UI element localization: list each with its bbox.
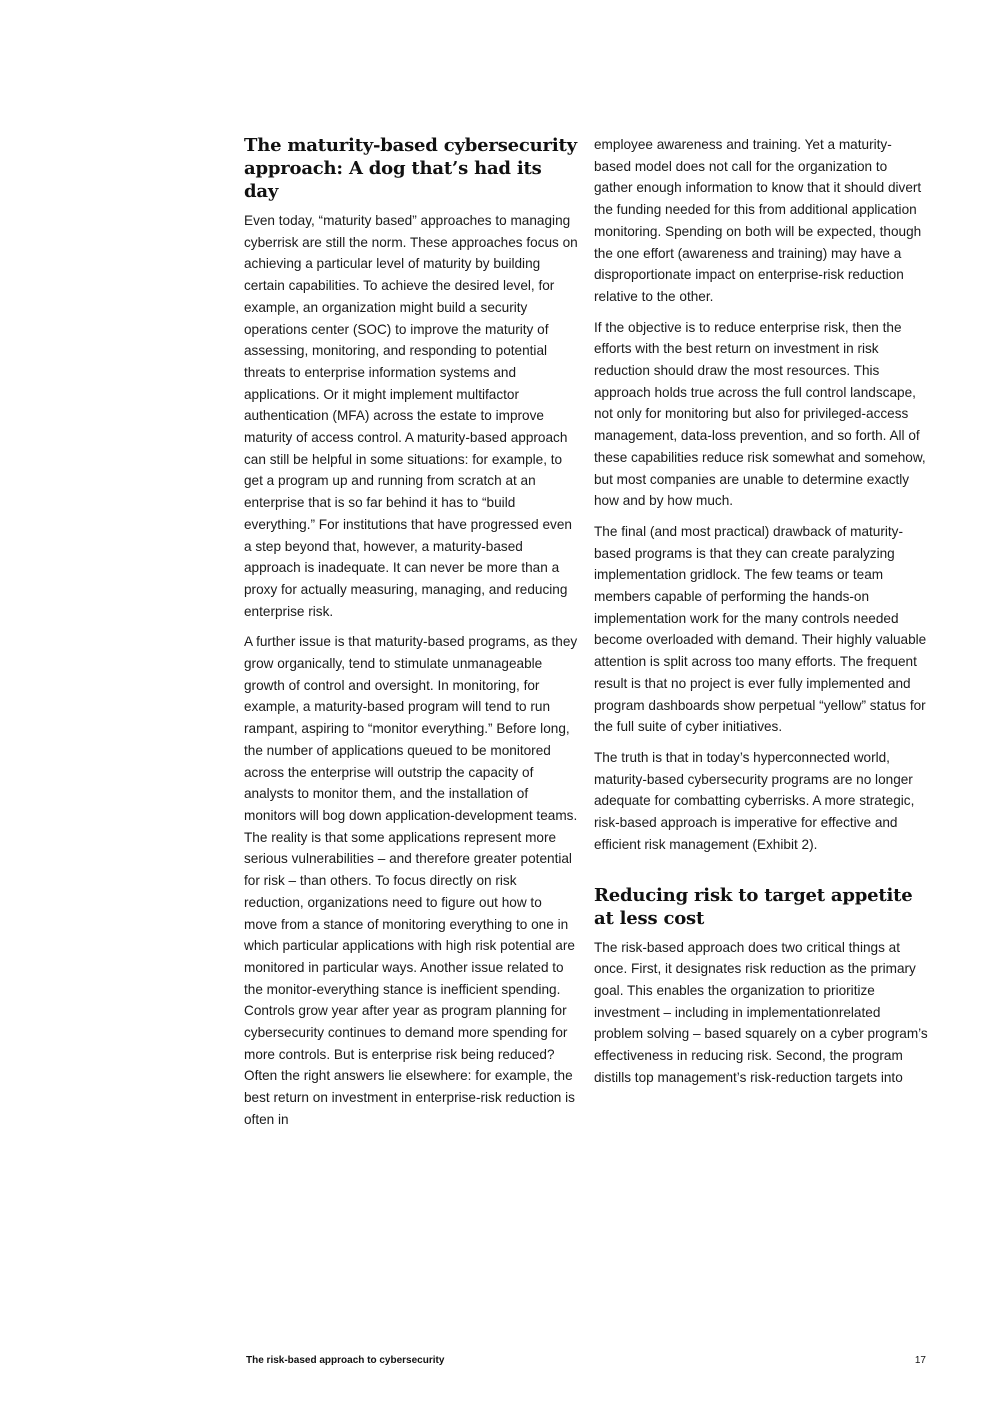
- page-number: 17: [914, 1355, 926, 1366]
- footer-publication-title: The risk-based approach to cybersecurity: [246, 1355, 445, 1366]
- right-column: [594, 134, 928, 1097]
- paragraph: If the objective is to reduce enterprise risk, then the efforts with the best return on investment in risk reduction should draw the most resources. This approach holds true across the full control landscape, not only for monitoring but also for privileged-access management, data-loss prevention, and so forth. All of these capabilities reduce risk somewhat and somehow, but most companies are unable to determine exactly how and by how much.: [594, 319, 926, 509]
- section-heading-maturity: The maturity-based cybersecurity approach: A dog that’s had its day: [244, 135, 577, 202]
- paragraph: The truth is that in today’s hyperconnected world, maturity-based cybersecurity programs are no longer adequate for combatting cyberrisks. A more strategic, risk-based approach is imperative for effective and efficient risk management (Exhibit 2).: [594, 749, 915, 852]
- paragraph: Even today, “maturity based” approaches to managing cyberrisk are still the norm. These approaches focus on achieving a particular level of maturity by building certain capabilities. To achieve the desired level, for example, an organization might build a security operations center (SOC) to improve the maturity of assessing, monitoring, and responding to potential threats to enterprise information systems and applications. Or it might implement multifactor authentication (MFA) across the estate to improve maturity of access control. A maturity-based approach can still be helpful in some situations: for example, to get a program up and running from scratch at an enterprise that is so far behind it has to “build everything.” For institutions that have progressed even a step beyond that, however, a maturity-based approach is inadequate. It can never be more than a proxy for actually measuring, managing, and reducing enterprise risk.: [244, 213, 578, 619]
- section-heading-reducing-risk: Reducing risk to target appetite at less cost: [594, 884, 913, 929]
- paragraph: A further issue is that maturity-based programs, as they grow organically, tend to stimulate unmanageable growth of control and oversight. In monitoring, for example, a maturity-based program will tend to run rampant, aspiring to “monitor everything.” Before long, the number of applications queued to be monitored across the enterprise will outstrip the capacity of analysts to monitor them, and the installation of monitors will bog down application-development teams. The reality is that some applications represent more serious vulnerabilities – and therefore greater potential for risk – than others. To focus directly on risk reduction, organizations need to figure out how to move from a stance of monitoring everything to one in which particular applications with high risk potential are monitored in particular ways. Another issue related to the monitor-everything stance is inefficient spending. Controls grow year after year as program planning for cybersecurity continues to demand more spending for more controls. But is enterprise risk being reduced? Often the right answers lie elsewhere: for example, the best return on investment in enterprise-risk reduction is often in: [244, 634, 578, 1127]
- paragraph: employee awareness and training. Yet a maturity-based model does not call for the organization to gather enough information to know that it should divert the funding needed for this from additional application monitoring. Spending on both will be expected, though the one effort (awareness and training) may have a disproportionate impact on enterprise-risk reduction relative to the other.: [594, 137, 922, 304]
- paragraph: The final (and most practical) drawback of maturity-based programs is that they can create paralyzing implementation gridlock. The few teams or team members capable of performing the hands-on implementation work for the many controls needed become overloaded with demand. Their highly valuable attention is split across too many efforts. The frequent result is that no project is ever fully implemented and program dashboards show perpetual “yellow” status for the full suite of cyber initiatives.: [594, 523, 927, 735]
- paragraph: The risk-based approach does two critical things at once. First, it designates risk reduction as the primary goal. This enables the organization to prioritize investment – including in implementationrelated problem solving – based squarely on a cyber program’s effectiveness in reducing risk. Second, the program distills top management’s risk-reduction targets into: [594, 939, 928, 1085]
- left-column: [244, 134, 578, 1140]
